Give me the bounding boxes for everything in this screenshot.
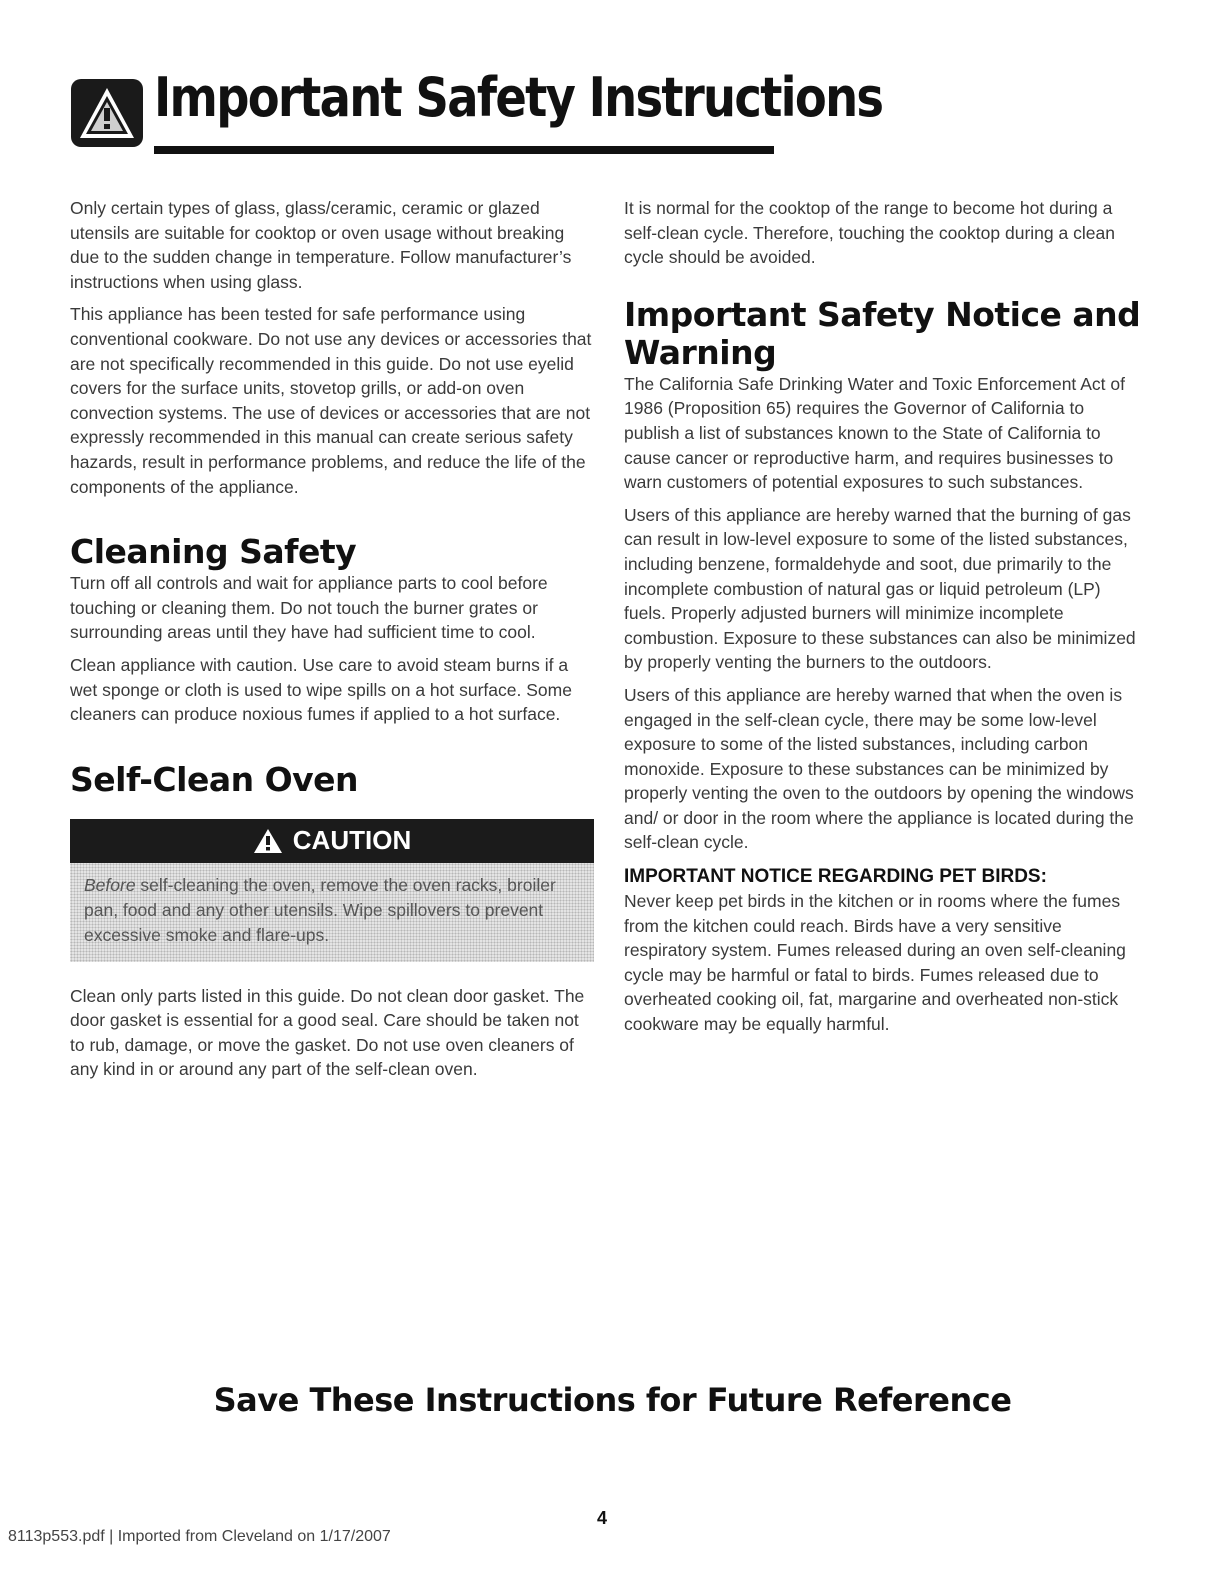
page-title: Important Safety Instructions — [154, 66, 883, 129]
safety-notice-paragraph: Users of this appliance are hereby warned that when the oven is engaged in the self-clean cycle, there may be some low-level exposure to some of the listed substances, including carbon monoxide. Exposure to these substances can be minimized by properly venting the oven to the outdoors by opening the windows and/ or door in the room where the appliance is located during the self-clean cycle. — [624, 684, 1134, 853]
cleaning-safety-paragraph: Turn off all controls and wait for appliance parts to cool before touching or cleaning them. Do not touch the burner grates or surrounding areas until they have had sufficient time to cool. — [70, 573, 548, 643]
safety-notice-paragraph: The California Safe Drinking Water and Toxic Enforcement Act of 1986 (Proposition 65) requires the Governor of California to publish a list of substances known to the State of California to cause cancer or reproductive harm, and requires businesses to warn customers of potential exposures to such substances. — [624, 373, 1125, 493]
cleaning-safety-paragraph: Clean appliance with caution. Use care to avoid steam burns if a wet sponge or cloth is used to wipe spills on a hot surface. Some cleaners can produce noxious fumes if applied to a hot surface. — [70, 654, 572, 725]
page-header — [70, 62, 883, 154]
save-instructions-title: Save These Instructions for Future Reference — [213, 1381, 1012, 1419]
caution-text — [70, 863, 594, 962]
warning-triangle-icon — [70, 78, 144, 148]
safety-notice-heading: Important Safety Notice and Warning — [624, 294, 1141, 372]
self-clean-oven-paragraph: Clean only parts listed in this guide. Do not clean door gasket. The door gasket is essential for a good seal. Care should be taken not to rub, damage, or move the gasket. Do not use oven cleaners of any kind in or around any part of the self-clean oven. — [70, 985, 585, 1080]
caution-triangle-icon — [253, 828, 283, 854]
document-imprint: 8113p553.pdf | Imported from Cleveland on 1/17/2007 — [8, 1528, 391, 1545]
left-column — [70, 196, 595, 1090]
cleaning-safety-heading: Cleaning Safety — [70, 532, 357, 572]
safety-notice-paragraph: Users of this appliance are hereby warned that the burning of gas can result in low-level exposure to some of the listed substances, including benzene, formaldehyde and soot, due primarily to the incomplete combustion of natural gas or liquid petroleum (LP) fuels. Properly adjusted burners will minimize incomplete combustion. Exposure to these substances can also be minimized by properly venting the burners to the outdoors. — [624, 504, 1136, 673]
title-underline — [154, 146, 774, 154]
intro-paragraph-accessories: This appliance has been tested for safe performance using conventional cookware. Do not use any devices or accessories that are not specifically recommended in this guide. Do not use eyelid covers for the surface units, stovetop grills, or add-on oven convection systems. The use of devices or accessories that are not expressly recommended in this manual can create serious safety hazards, result in performance problems, and reduce the life of the components of the appliance. — [70, 304, 592, 497]
cooktop-hot-paragraph: It is normal for the cooktop of the range to become hot during a self-clean cycle. Therefore, touching the cooktop during a clean cycle should be avoided. — [624, 198, 1115, 268]
caution-message: self-cleaning the oven, remove the oven racks, broiler pan, food and any other utensils. Wipe spillovers to prevent excessive smoke and flare-ups. — [84, 874, 556, 945]
intro-paragraph-glass: Only certain types of glass, glass/ceramic, ceramic or glazed utensils are suitable for cooktop or oven usage without breaking due to the sudden change in temperature. Follow manufacturer’s instructions when using glass. — [70, 198, 572, 292]
pet-birds-paragraph: Never keep pet birds in the kitchen or in rooms where the fumes from the kitchen could reach. Birds have a very sensitive respiratory system. Fumes released during an oven self-cleaning cycle may be harmful or fatal to birds. Fumes released due to overheated cooking oil, fat, margarine and overheated non-stick cookware may be equally harmful. — [624, 891, 1126, 1035]
right-column — [624, 196, 1144, 1045]
caution-label: CAUTION — [292, 825, 412, 856]
pet-birds-heading: IMPORTANT NOTICE REGARDING PET BIRDS: — [624, 866, 1047, 888]
self-clean-oven-heading: Self-Clean Oven — [70, 759, 359, 799]
caution-emphasis: Before — [84, 874, 136, 895]
page-number: 4 — [597, 1508, 608, 1528]
caution-box — [70, 819, 594, 962]
caution-banner — [70, 819, 594, 863]
